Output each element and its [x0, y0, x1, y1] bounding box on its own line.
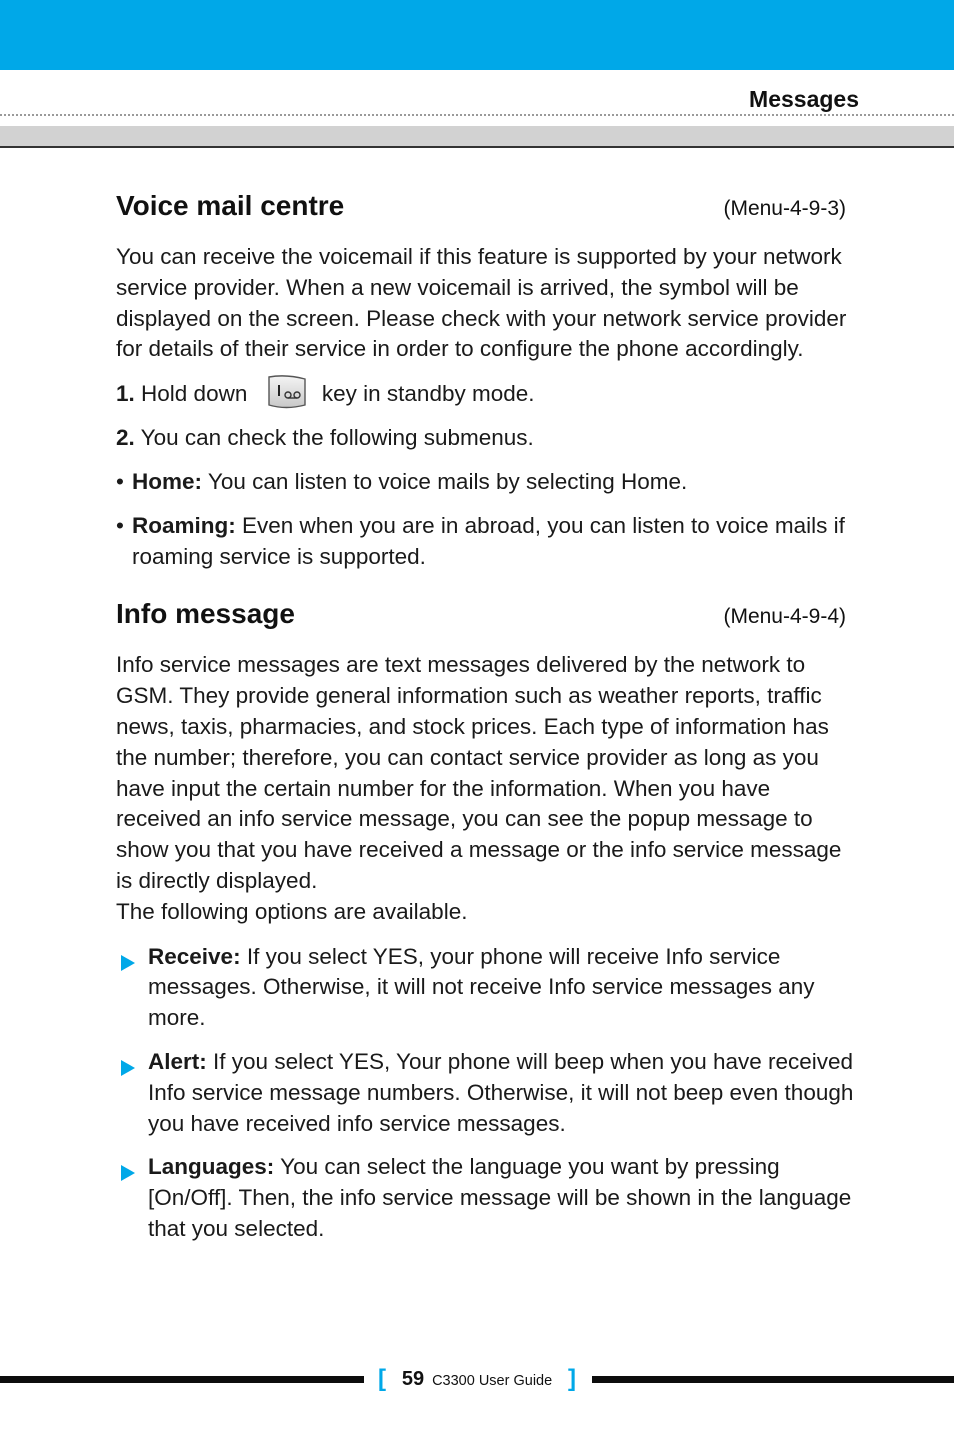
option-text: If you select YES, Your phone will beep when you have received Info service message numbers. Otherwise, it will not beep even though you have received info service messages. — [148, 1049, 854, 1136]
triangle-bullet-icon — [116, 1047, 148, 1139]
voice-mail-step-2 — [116, 423, 854, 454]
info-message-section — [116, 598, 854, 1244]
info-message-options-intro: The following options are available. — [116, 898, 468, 924]
info-message-title: Info message — [116, 598, 295, 630]
triangle-bullet-icon — [116, 1152, 148, 1244]
footer-bracket-open: [ — [378, 1365, 386, 1392]
option-alert — [116, 1047, 854, 1139]
bullet-mark: • — [116, 469, 124, 495]
top-color-band — [0, 0, 954, 70]
bullet-roaming — [116, 511, 854, 573]
guide-title: C3300 User Guide — [432, 1372, 553, 1389]
triangle-bullet-icon — [116, 942, 148, 1034]
step-number: 1. — [116, 381, 135, 407]
voice-mail-title: Voice mail centre — [116, 190, 345, 221]
info-message-intro: Info service messages are text messages delivered by the network to GSM. They provide general information such as weather reports, traffic news, taxis, pharmacies, and stock prices. Each type of information has the number; therefore, you can contact service provider as long as you have input the certain number for the information. When you have received an info service message, you can see the popup message to show you that you have received a message or the info service message is directly displayed. — [116, 652, 842, 894]
voice-mail-step-1 — [116, 379, 854, 410]
page-content — [116, 190, 854, 1258]
footer-rule-right — [592, 1376, 954, 1383]
option-receive — [116, 942, 854, 1034]
option-label: Alert: — [148, 1049, 207, 1074]
voicemail-key-icon — [266, 374, 308, 410]
step-number: 2. — [116, 425, 135, 451]
option-languages — [116, 1152, 854, 1244]
footer-bracket-close: ] — [568, 1365, 576, 1392]
voice-mail-menu-code: (Menu-4-9-3) — [723, 197, 846, 220]
option-label: Languages: — [148, 1154, 275, 1180]
step-text: You can check the following submenus. — [140, 425, 534, 451]
footer-rule-left — [0, 1376, 364, 1383]
bullet-home — [116, 467, 854, 498]
header-gray-band — [0, 126, 954, 148]
dotted-divider — [0, 114, 954, 116]
voice-mail-intro: You can receive the voicemail if this feature is supported by your network service provider. When a new voicemail is arrived, the symbol will be displayed on the screen. Please check with your network service provider for details of their service in order to configure the phone accordingly. — [116, 244, 847, 362]
option-text: You can select the language you want by pressing [On/Off]. Then, the info service message will be shown in the language that you selected. — [148, 1154, 852, 1241]
bullet-mark: • — [116, 512, 124, 538]
step-text-after: key in standby mode. — [321, 381, 535, 407]
bullet-text: Even when you are in abroad, you can listen to voice mails if roaming service is supported. — [132, 512, 845, 569]
step-text-before: Hold down — [141, 381, 248, 407]
info-message-heading — [116, 598, 854, 630]
option-text: If you select YES, your phone will receive Info service messages. Otherwise, it will not receive Info service messages any more. — [148, 943, 815, 1031]
section-header: Messages — [749, 86, 859, 112]
bullet-text: You can listen to voice mails by selecting Home. — [207, 469, 688, 495]
voice-mail-heading — [116, 190, 854, 222]
page-footer — [378, 1364, 576, 1394]
option-label: Receive: — [148, 943, 241, 969]
bullet-label: Roaming: — [132, 512, 236, 538]
page-number: 59 — [401, 1367, 425, 1390]
bullet-label: Home: — [132, 469, 203, 495]
info-message-menu-code: (Menu-4-9-4) — [723, 605, 846, 629]
